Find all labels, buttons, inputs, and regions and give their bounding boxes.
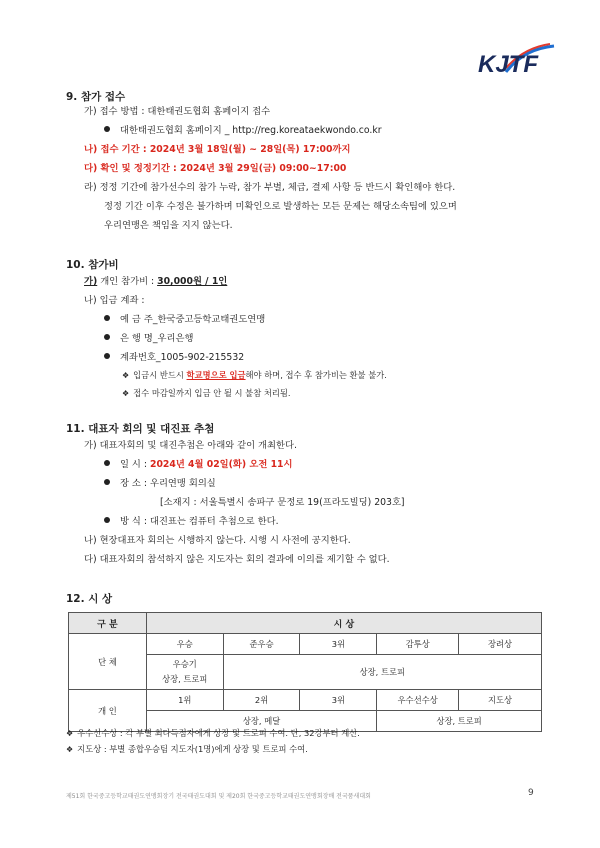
bullet-icon <box>104 126 110 132</box>
diamond-icon: ❖ <box>122 371 130 380</box>
team-rest-prize: 상장, 트로피 <box>223 655 541 690</box>
diamond-icon: ❖ <box>122 389 130 398</box>
bullet-icon <box>104 460 110 466</box>
indiv-medal-prize: 상장, 메달 <box>146 711 376 732</box>
logo-text: KJTF <box>478 51 538 76</box>
section-11-title: 11. 대표자 회의 및 대진표 추첨 <box>66 423 215 435</box>
s10-bullet-number: 계좌번호_1005-902-215532 <box>104 351 244 365</box>
footer-text: 제51회 한국중고등학교태권도연맹회장기 전국태권도대회 및 제20회 한국중고등학교태권도연맹회장배 전국품새대회 <box>66 793 371 800</box>
s12-note1: ❖ 우수선수상 : 각 부별 최다득점자에게 상장 및 트로피 수여. 단, 32강부터 계산. <box>66 728 360 738</box>
table-cell: 장려상 <box>459 634 542 655</box>
s11-place: 장 소 : 우리연맹 회의실 <box>104 477 216 491</box>
table-cell: 감투상 <box>377 634 459 655</box>
s11-note-b: 나) 현장대표자 회의는 시행하지 않는다. 시행 시 사전에 공지한다. <box>84 535 351 546</box>
indiv-label: 개 인 <box>69 690 147 732</box>
s11-datetime: 일 시 : 2024년 4월 02일(화) 오전 11시 <box>104 458 293 472</box>
s10-note2: ❖ 접수 마감일까지 입금 안 될 시 불참 처리됨. <box>122 388 291 398</box>
s9-note-line1: 라) 정정 기간에 참가선수의 참가 누락, 참가 부별, 체급, 결제 사항 등 반드시 확인해야 한다. <box>84 182 456 193</box>
table-cell: 준우승 <box>223 634 300 655</box>
s10-fee: 가) 개인 참가비 : 30,000원 / 1인 <box>84 276 228 287</box>
s11-address: [소재지 : 서울특별시 송파구 문정로 19(프라도빌딩) 203호] <box>160 497 405 508</box>
section-10-title: 10. 참가비 <box>66 259 119 271</box>
bullet-icon <box>104 517 110 523</box>
table-cell: 2위 <box>223 690 300 711</box>
bullet-icon <box>104 479 110 485</box>
diamond-icon: ❖ <box>66 745 74 754</box>
table-row <box>69 634 542 655</box>
s9-note-line3: 우리연맹은 책임을 지지 않는다. <box>104 220 233 231</box>
s10-bullet-holder: 예 금 주_한국중고등학교태권도연맹 <box>104 313 265 327</box>
bullet-icon <box>104 334 110 340</box>
header-division: 구 분 <box>69 613 147 634</box>
s9-note-line2: 정정 기간 이후 수정은 불가하며 미확인으로 발생하는 모든 문제는 해당소속팀에 있으며 <box>104 201 457 212</box>
section-12-title: 12. 시 상 <box>66 593 113 605</box>
section-9-title: 9. 참가 접수 <box>66 91 126 103</box>
kjtf-logo <box>476 42 556 76</box>
s9-confirm: 다) 확인 및 정정기간 : 2024년 3월 29일(금) 09:00~17:00 <box>84 163 347 174</box>
table-cell: 지도상 <box>459 690 542 711</box>
s11-note-c: 다) 대표자회의 참석하지 않은 지도자는 회의 결과에 이의를 제기할 수 없다. <box>84 554 390 565</box>
s12-note2: ❖ 지도상 : 부별 종합우승팀 지도자(1명)에게 상장 및 트로피 수여. <box>66 744 308 754</box>
header-award: 시 상 <box>146 613 541 634</box>
s11-method: 방 식 : 대진표는 컴퓨터 추첨으로 한다. <box>104 515 279 529</box>
award-table <box>68 612 542 732</box>
s9-method: 가) 접수 방법 : 대한태권도협회 홈페이지 접수 <box>84 106 271 117</box>
s9-url-bullet: 대한태권도협회 홈페이지 _ http://reg.koreataekwondo.co.kr <box>104 124 382 138</box>
s11-intro: 가) 대표자회의 및 대진추첨은 아래와 같이 개최한다. <box>84 440 297 451</box>
table-row <box>69 690 542 711</box>
team-win-prize: 우승기 상장, 트로피 <box>146 655 223 690</box>
table-cell: 3위 <box>300 690 377 711</box>
table-header-row <box>69 613 542 634</box>
s10-bullet-bank: 은 행 명_우리은행 <box>104 332 193 346</box>
table-cell: 1위 <box>146 690 223 711</box>
table-cell: 3위 <box>300 634 377 655</box>
indiv-trophy-prize: 상장, 트로피 <box>377 711 542 732</box>
s9-period: 나) 접수 기간 : 2024년 3월 18일(월) ~ 28일(목) 17:00까지 <box>84 144 351 155</box>
page-number: 9 <box>528 788 534 798</box>
table-cell: 우수선수상 <box>377 690 459 711</box>
team-label: 단 체 <box>69 634 147 690</box>
bullet-icon <box>104 353 110 359</box>
table-cell: 우승 <box>146 634 223 655</box>
diamond-icon: ❖ <box>66 729 74 738</box>
s10-account-label: 나) 입금 계좌 : <box>84 295 145 306</box>
bullet-icon <box>104 315 110 321</box>
s10-note1: ❖ 입금시 반드시 학교명으로 입금해야 하며, 접수 후 참가비는 환불 불가. <box>122 370 387 380</box>
